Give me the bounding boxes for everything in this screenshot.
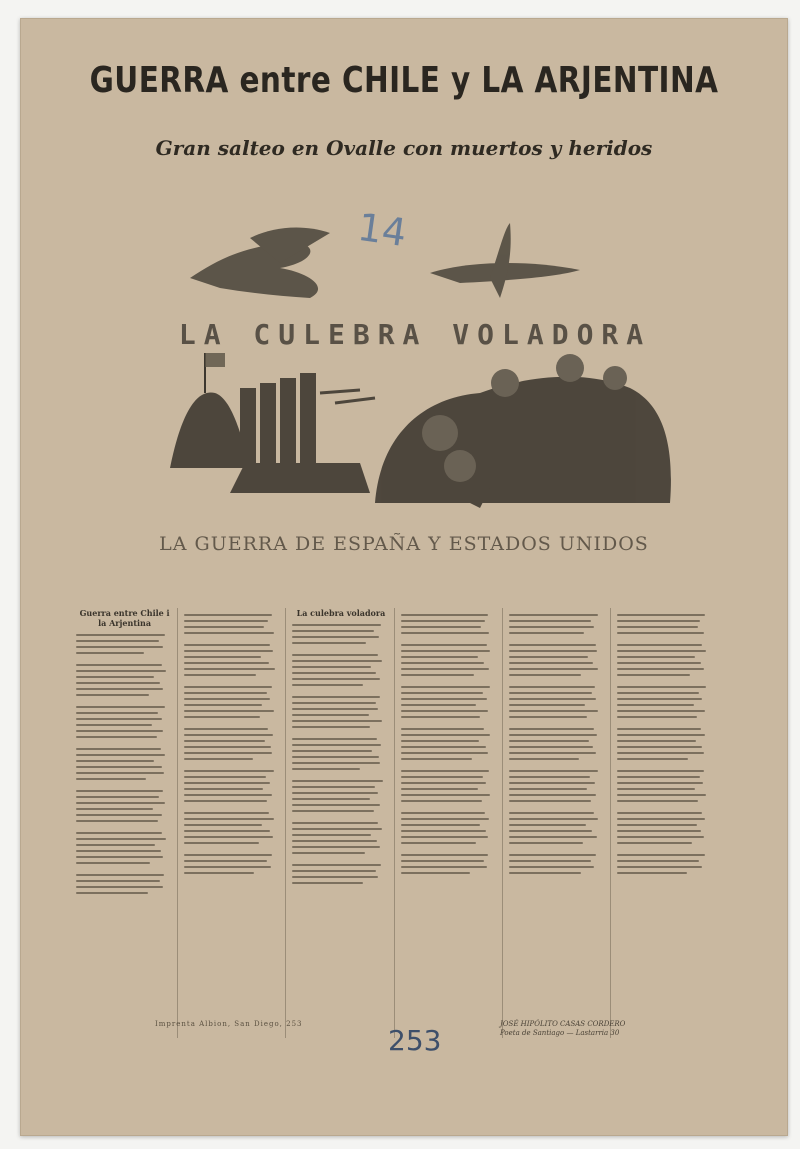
verse-text-block — [617, 614, 714, 874]
page-title: GUERRA entre CHILE y LA ARJENTINA — [89, 60, 719, 101]
archive-number: 253 — [388, 1024, 442, 1057]
bird-right-icon — [430, 223, 580, 298]
flag-icon — [205, 353, 225, 393]
verse-text-block — [184, 614, 281, 874]
verse-text-block — [509, 614, 606, 874]
verse-columns — [72, 608, 718, 1038]
verse-text-block — [76, 634, 173, 894]
verse-column — [288, 608, 394, 1038]
verse-column — [397, 608, 503, 1038]
column-heading: Guerra entre Chile i la Arjentina — [79, 608, 170, 628]
printer-imprint: Imprenta Albion, San Diego, 253 — [155, 1020, 303, 1028]
battle-scene-icon — [375, 354, 671, 508]
woodcut-illustration — [160, 218, 680, 518]
verse-column — [505, 608, 611, 1038]
column-heading: La culebra voladora — [296, 608, 386, 618]
broadside-sheet — [20, 18, 788, 1136]
bird-left-icon — [190, 228, 330, 298]
verse-column — [180, 608, 286, 1038]
verse-column — [613, 608, 718, 1038]
author-name: JOSÉ HIPÓLITO CASAS CORDERO — [500, 1020, 626, 1028]
author-imprint — [500, 1020, 625, 1038]
handwritten-number: 14 — [355, 204, 410, 256]
author-detail: Poeta de Santiago — Lastarria 30 — [500, 1029, 620, 1037]
verse-text-block — [401, 614, 498, 874]
illustration-banner: LA CULEBRA VOLADORA — [178, 318, 652, 351]
soldiers-icon — [170, 373, 375, 493]
section-title: LA GUERRA DE ESPAÑA Y ESTADOS UNIDOS — [159, 533, 649, 555]
verse-column — [72, 608, 178, 1038]
page-subtitle: Gran salteo en Ovalle con muertos y heridos — [155, 136, 653, 160]
verse-text-block — [292, 624, 389, 884]
